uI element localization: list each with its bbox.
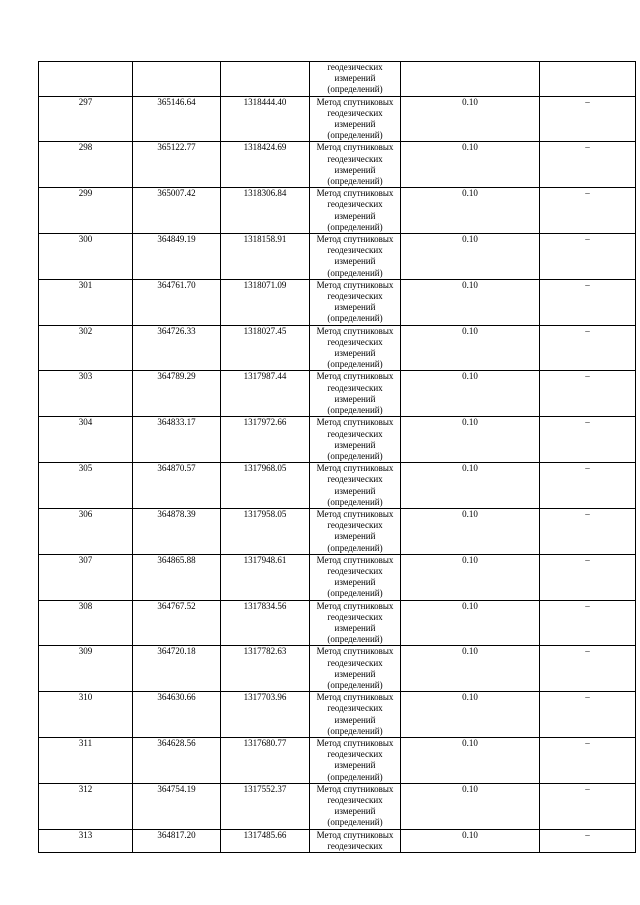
table-row <box>39 325 636 371</box>
y-coordinate-cell: 1318306.84 <box>221 188 310 234</box>
accuracy-cell: 0.10 <box>401 508 540 554</box>
x-coordinate-cell: 364878.39 <box>133 508 221 554</box>
y-coordinate-cell: 1318027.45 <box>221 325 310 371</box>
description-cell: – <box>540 600 636 646</box>
point-number-cell: 310 <box>39 692 133 738</box>
method-cell: Метод спутниковых геодезических измерений (определений) <box>310 646 401 692</box>
x-coordinate-cell: 365007.42 <box>133 188 221 234</box>
point-number-cell: 304 <box>39 417 133 463</box>
description-cell: – <box>540 279 636 325</box>
method-cell: Метод спутниковых геодезических измерений (определений) <box>310 279 401 325</box>
method-cell: Метод спутниковых геодезических измерений (определений) <box>310 692 401 738</box>
y-coordinate-cell: 1317958.05 <box>221 508 310 554</box>
x-coordinate-cell: 364849.19 <box>133 234 221 280</box>
accuracy-cell: 0.10 <box>401 234 540 280</box>
point-number-cell: 300 <box>39 234 133 280</box>
y-coordinate-cell: 1317782.63 <box>221 646 310 692</box>
x-coordinate-cell: 364630.66 <box>133 692 221 738</box>
accuracy-cell: 0.10 <box>401 554 540 600</box>
method-cell: Метод спутниковых геодезических измерений (определений) <box>310 234 401 280</box>
accuracy-cell: 0.10 <box>401 783 540 829</box>
x-coordinate-cell: 364870.57 <box>133 463 221 509</box>
description-cell: – <box>540 463 636 509</box>
table-row <box>39 829 636 852</box>
description-cell: – <box>540 234 636 280</box>
x-coordinate-cell: 364726.33 <box>133 325 221 371</box>
point-number-cell: 303 <box>39 371 133 417</box>
x-coordinate-cell: 364767.52 <box>133 600 221 646</box>
y-coordinate-cell: 1317552.37 <box>221 783 310 829</box>
method-cell: Метод спутниковых геодезических измерений (определений) <box>310 371 401 417</box>
method-cell: Метод спутниковых геодезических <box>310 829 401 852</box>
accuracy-cell: 0.10 <box>401 188 540 234</box>
point-number-cell: 313 <box>39 829 133 852</box>
x-coordinate-cell: 364720.18 <box>133 646 221 692</box>
y-coordinate-cell: 1318444.40 <box>221 96 310 142</box>
y-coordinate-cell: 1317968.05 <box>221 463 310 509</box>
point-number-cell: 305 <box>39 463 133 509</box>
accuracy-cell: 0.10 <box>401 692 540 738</box>
point-number-cell: 301 <box>39 279 133 325</box>
point-number-cell: 302 <box>39 325 133 371</box>
accuracy-cell: 0.10 <box>401 325 540 371</box>
description-cell: – <box>540 508 636 554</box>
x-coordinate-cell: 364833.17 <box>133 417 221 463</box>
table-row <box>39 737 636 783</box>
table-row <box>39 600 636 646</box>
y-coordinate-cell: 1317703.96 <box>221 692 310 738</box>
method-cell: Метод спутниковых геодезических измерений (определений) <box>310 96 401 142</box>
method-cell: Метод спутниковых геодезических измерений (определений) <box>310 325 401 371</box>
table-row-continued <box>39 62 636 97</box>
y-coordinate-cell: 1318424.69 <box>221 142 310 188</box>
y-coordinate-cell: 1317485.66 <box>221 829 310 852</box>
method-cell: Метод спутниковых геодезических измерений (определений) <box>310 737 401 783</box>
table-row <box>39 279 636 325</box>
y-coordinate-cell: 1318158.91 <box>221 234 310 280</box>
x-coordinate-cell: 364761.70 <box>133 279 221 325</box>
y-coordinate-cell: 1317834.56 <box>221 600 310 646</box>
table-row <box>39 188 636 234</box>
description-cell: – <box>540 646 636 692</box>
point-number-cell <box>39 62 133 97</box>
description-cell: – <box>540 829 636 852</box>
accuracy-cell: 0.10 <box>401 142 540 188</box>
x-coordinate-cell: 364865.88 <box>133 554 221 600</box>
point-number-cell: 298 <box>39 142 133 188</box>
y-coordinate-cell <box>221 62 310 97</box>
point-number-cell: 309 <box>39 646 133 692</box>
method-cell: Метод спутниковых геодезических измерений (определений) <box>310 554 401 600</box>
table-row <box>39 463 636 509</box>
point-number-cell: 307 <box>39 554 133 600</box>
point-number-cell: 311 <box>39 737 133 783</box>
description-cell: – <box>540 371 636 417</box>
method-cell: Метод спутниковых геодезических измерений (определений) <box>310 188 401 234</box>
x-coordinate-cell: 365122.77 <box>133 142 221 188</box>
point-number-cell: 306 <box>39 508 133 554</box>
accuracy-cell: 0.10 <box>401 600 540 646</box>
description-cell: – <box>540 554 636 600</box>
table-row <box>39 417 636 463</box>
point-number-cell: 312 <box>39 783 133 829</box>
table-row <box>39 96 636 142</box>
table-row <box>39 783 636 829</box>
method-cell: Метод спутниковых геодезических измерений (определений) <box>310 600 401 646</box>
table-row <box>39 692 636 738</box>
x-coordinate-cell <box>133 62 221 97</box>
accuracy-cell: 0.10 <box>401 96 540 142</box>
accuracy-cell: 0.10 <box>401 463 540 509</box>
table-row <box>39 554 636 600</box>
accuracy-cell: 0.10 <box>401 279 540 325</box>
table-row <box>39 371 636 417</box>
description-cell: – <box>540 417 636 463</box>
description-cell <box>540 62 636 97</box>
x-coordinate-cell: 364628.56 <box>133 737 221 783</box>
description-cell: – <box>540 325 636 371</box>
method-cell: Метод спутниковых геодезических измерений (определений) <box>310 142 401 188</box>
table-row <box>39 646 636 692</box>
x-coordinate-cell: 365146.64 <box>133 96 221 142</box>
y-coordinate-cell: 1317680.77 <box>221 737 310 783</box>
method-cell: геодезических измерений (определений) <box>310 62 401 97</box>
description-cell: – <box>540 142 636 188</box>
coordinates-table <box>38 61 636 853</box>
method-cell: Метод спутниковых геодезических измерений (определений) <box>310 463 401 509</box>
point-number-cell: 299 <box>39 188 133 234</box>
accuracy-cell: 0.10 <box>401 646 540 692</box>
point-number-cell: 308 <box>39 600 133 646</box>
coordinates-table-body <box>39 62 636 853</box>
x-coordinate-cell: 364754.19 <box>133 783 221 829</box>
table-row <box>39 234 636 280</box>
description-cell: – <box>540 188 636 234</box>
y-coordinate-cell: 1317972.66 <box>221 417 310 463</box>
y-coordinate-cell: 1317987.44 <box>221 371 310 417</box>
description-cell: – <box>540 737 636 783</box>
accuracy-cell: 0.10 <box>401 829 540 852</box>
x-coordinate-cell: 364789.29 <box>133 371 221 417</box>
x-coordinate-cell: 364817.20 <box>133 829 221 852</box>
method-cell: Метод спутниковых геодезических измерений (определений) <box>310 417 401 463</box>
table-row <box>39 142 636 188</box>
y-coordinate-cell: 1318071.09 <box>221 279 310 325</box>
table-row <box>39 508 636 554</box>
method-cell: Метод спутниковых геодезических измерений (определений) <box>310 508 401 554</box>
description-cell: – <box>540 96 636 142</box>
method-cell: Метод спутниковых геодезических измерений (определений) <box>310 783 401 829</box>
accuracy-cell: 0.10 <box>401 371 540 417</box>
description-cell: – <box>540 692 636 738</box>
accuracy-cell <box>401 62 540 97</box>
description-cell: – <box>540 783 636 829</box>
accuracy-cell: 0.10 <box>401 417 540 463</box>
point-number-cell: 297 <box>39 96 133 142</box>
y-coordinate-cell: 1317948.61 <box>221 554 310 600</box>
accuracy-cell: 0.10 <box>401 737 540 783</box>
